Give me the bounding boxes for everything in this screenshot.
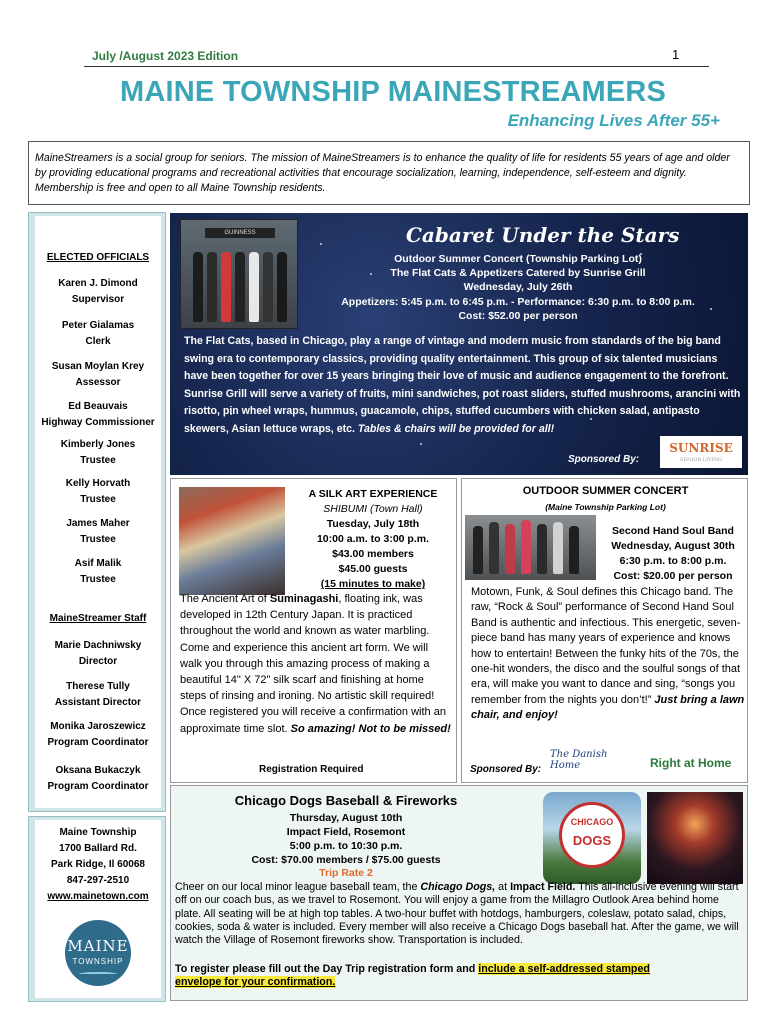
cabaret-detail: The Flat Cats & Appetizers Catered by Sunrise Grill [390,267,646,279]
silk-detail: SHIBUMI (Town Hall) [323,503,423,515]
cabaret-description: The Flat Cats, based in Chicago, play a range of vintage and modern music from standards of the big band swing era to contemporary classics, providing quality entertainment. This group of six talented musicians have been together for over 15 years bringing their love of music and audience engagement to the forefront. Sunrise Grill will serve a variety of fruits, mini sandwiches, pot roast sliders, stuffed mushrooms, arancini with risotto, pin wheel wraps, hummus, guacamole, chips, stuffed cucumbers with chicken salad, antipasto skewers, Asian lettuce wraps, etc. Tables & chairs will be provided for all! [184,335,741,435]
outdoor-detail: Cost: $20.00 per person [613,570,733,582]
maine-township-logo: MAINE TOWNSHIP [65,920,131,986]
official-entry: Peter Gialamas Clerk [61,320,135,347]
mission-statement: MaineStreamers is a social group for seniors. The mission of MaineStreamers is to enhance the quality of life for residents 55 years of age and older by providing educational programs and recreational activities that encourage socialization, learning, independence, self-esteem and dignity. Membership is free and open to all Maine Township residents. [28,141,750,205]
silk-detail: A SILK ART EXPERIENCE [308,488,438,500]
header-divider [84,66,709,67]
silk-description: The Ancient Art of Suminagashi, floating ink, was developed in 12th Century Japan. It is practiced throughout the world and known as water marbling. Come and experience this ancient art form. We will walk you through this amazing process of making a beautiful 14" X 72" silk scarf and finishing at home steps of rinsing and ironing. No artistic skill required! Once registered you will receive a confirmation with an approximate time slot. So amazing! Not to be missed! [180,593,451,735]
silk-art-event [170,478,457,783]
cabaret-event [170,213,748,475]
staff-entry: Marie Dachniwsky Director [54,640,142,667]
baseball-detail: Thursday, August 10th [289,812,403,824]
silk-detail: $43.00 members [332,548,414,560]
danish-home-logo: The Danish Home [550,749,608,771]
silk-detail: $45.00 guests [338,563,408,575]
baseball-title: Chicago Dogs Baseball & Fireworks [234,793,458,808]
baseball-description: Cheer on our local minor league baseball team, the Chicago Dogs, at Impact Field. This all-inclusive evening will start off on our coach bus, as we travel to Rosemont. You will enjoy a game from the Millagro Outlook Area behind home plate. All seating will be at high top tables. A two-hour buffet with hotdogs, hamburgers, coleslaw, potato salad, chips, cookies, soda & water is included. Every member will also receive a Chicago Dogs baseball hat. After the game, we will watch the Village of Rosemont fireworks show. Transportation is included. [175,881,739,947]
outdoor-detail: 6:30 p.m. to 8:00 p.m. [619,555,727,567]
outdoor-detail: Second Hand Soul Band [612,525,734,537]
official-entry: Karen J. Dimond Supervisor [58,278,138,305]
sunrise-logo: SUNRISE SENIOR LIVING [660,436,742,468]
cabaret-detail: Outdoor Summer Concert (Township Parking Lot) [394,253,642,265]
cabaret-title: Cabaret Under the Stars [406,223,680,247]
registration-required: Registration Required [259,764,364,775]
right-at-home-logo: Right at Home [650,756,732,770]
baseball-detail: Impact Field, Rosemont [286,826,406,838]
silk-scarf-photo [179,487,285,595]
edition-label: July /August 2023 Edition [92,49,239,63]
outdoor-subtitle: (Maine Township Parking Lot) [545,502,666,512]
official-entry: James Maher Trustee [66,518,130,545]
official-entry: Asif Malik Trustee [74,558,122,585]
trip-rate: Trip Rate 2 [319,867,373,879]
address-street: 1700 Ballard Rd. [59,843,137,854]
address-org: Maine Township [59,827,137,838]
band-photo [465,515,596,580]
cabaret-sponsored-by: Sponsored By: [568,454,640,465]
address-box [28,816,166,1002]
official-entry: Ed Beauvais Highway Commissioner [41,401,155,428]
official-entry: Kimberly Jones Trustee [60,439,136,466]
officials-heading: ELECTED OFFICIALS [46,252,150,263]
staff-heading: MaineStreamer Staff [49,613,147,624]
silk-detail: (15 minutes to make) [320,578,426,590]
cabaret-detail: Wednesday, July 26th [463,281,573,293]
address-city: Park Ridge, Il 60068 [51,859,145,870]
registration-instructions: To register please fill out the Day Trip registration form and include a self-addressed stamped envelope for your confirmation. [175,963,650,989]
staff-entry: Oksana Bukaczyk Program Coordinator [47,765,149,792]
baseball-event [170,785,748,1001]
website-link[interactable]: www.mainetown.com [47,891,149,902]
official-entry: Susan Moylan Krey Assessor [51,361,145,388]
page-number: 1 [672,47,680,62]
official-entry: Kelly Horvath Trustee [65,478,131,505]
staff-entry: Monika Jaroszewicz Program Coordinator [47,721,149,748]
outdoor-concert-event [461,478,748,783]
cabaret-detail: Cost: $52.00 per person [458,310,578,322]
silk-detail: 10:00 a.m. to 3:00 p.m. [316,533,430,545]
chicago-dogs-logo: CHICAGO DOGS [543,792,641,884]
baseball-detail: 5:00 p.m. to 10:30 p.m. [289,840,403,852]
outdoor-sponsored-by: Sponsored By: [470,764,542,775]
flat-cats-photo: GUINNESS [180,219,298,329]
outdoor-detail: Wednesday, August 30th [611,540,735,552]
outdoor-description: Motown, Funk, & Soul defines this Chicago band. The raw, “Rock & Soul” performance of Second Hand Soul Band is authentic and infectious. This energetic, seven-piece band has many years of experience and knows how to entertain! Between the funky hits of the 70s, the one-hit wonders, the disco and the soulful songs of that era, will make you want to dance and sing, “songs you remember from the nights you don’t!” Just bring a lawn chair, and enjoy! [471,586,745,722]
cabaret-detail: Appetizers: 5:45 p.m. to 6:45 p.m. - Performance: 6:30 p.m. to 8:00 p.m. [341,296,695,308]
officials-sidebar [28,212,166,812]
staff-entry: Therese Tully Assistant Director [54,681,142,708]
address-phone: 847-297-2510 [66,875,130,886]
fireworks-photo [647,792,743,884]
newsletter-title: MAINE TOWNSHIP MAINESTREAMERS [120,76,667,108]
baseball-detail: Cost: $70.00 members / $75.00 guests [251,854,441,866]
outdoor-title: OUTDOOR SUMMER CONCERT [522,485,689,497]
silk-detail: Tuesday, July 18th [326,518,420,530]
newsletter-tagline: Enhancing Lives After 55+ [507,111,720,130]
